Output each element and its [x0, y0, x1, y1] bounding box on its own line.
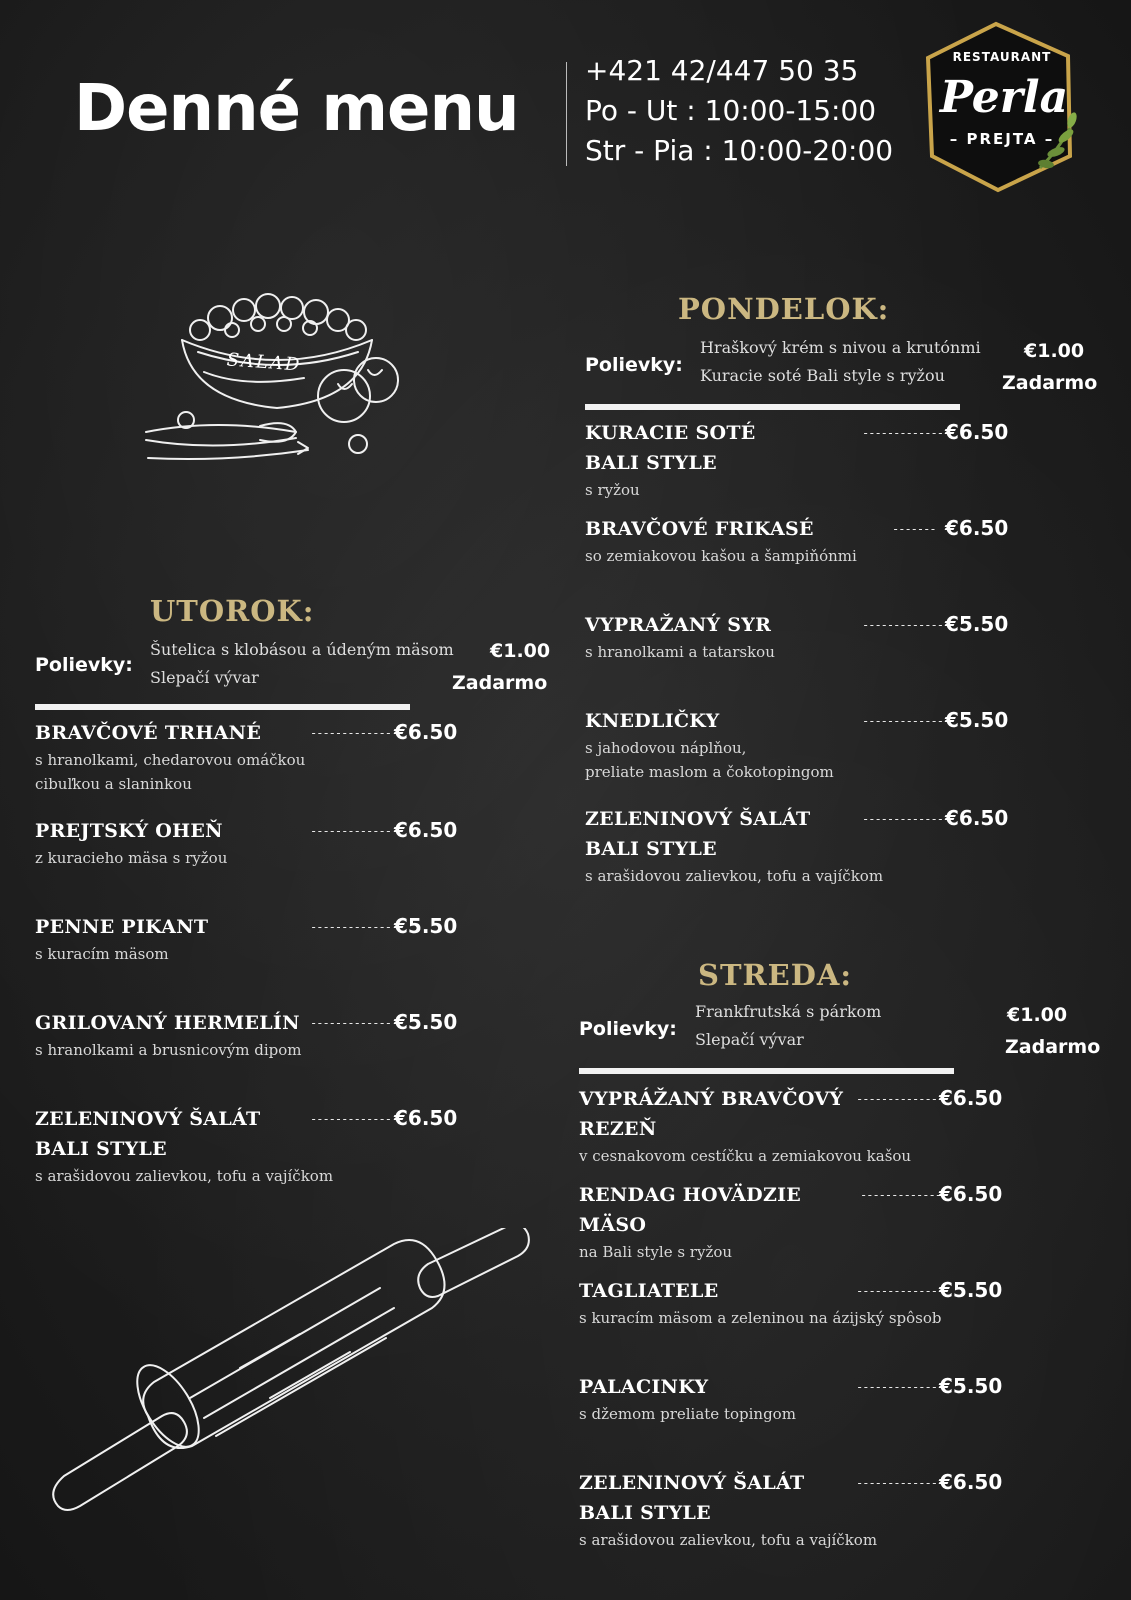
soup-monday-2: Kuracie soté Bali style s ryžou — [700, 366, 945, 385]
item-name: KURACIE SOTÉ — [585, 422, 756, 444]
price-leader: ------------- — [856, 1380, 937, 1394]
menu-item — [35, 1104, 333, 1188]
page-title: Denné menu — [74, 72, 519, 146]
item-name: TAGLIATELE — [579, 1280, 719, 1302]
price-leader: ------------- — [310, 1016, 391, 1030]
hours-wed-fri: Str - Pia : 10:00-20:00 — [585, 134, 894, 167]
menu-item — [579, 1372, 796, 1426]
item-name-line2: MÄSO — [579, 1214, 647, 1236]
menu-item — [585, 804, 883, 888]
salad-label: SALAD — [225, 349, 303, 376]
item-name-line2: BALI STYLE — [579, 1502, 711, 1524]
logo-top-text: RESTAURANT — [952, 50, 1052, 64]
rolling-pin-illustration — [40, 1228, 530, 1518]
item-name-line2: REZEŇ — [579, 1118, 657, 1140]
item-price: €6.50 — [394, 720, 458, 744]
salad-illustration — [140, 292, 420, 482]
price-leader: ------- — [892, 522, 936, 536]
soup-price-monday-2: Zadarmo — [1002, 372, 1098, 394]
item-description: s hranolkami a brusnicovým dipom — [35, 1041, 302, 1059]
soup-monday-1: Hraškový krém s nivou a krutónmi — [700, 338, 981, 357]
section-rule — [585, 404, 960, 410]
logo-bottom-label: PREJTA — [966, 130, 1038, 148]
day-heading-tuesday: UTOROK: — [150, 594, 315, 628]
salad-bowl-icon — [140, 292, 420, 482]
item-name: PALACINKY — [579, 1376, 709, 1398]
price-leader: ------------- — [310, 726, 391, 740]
price-leader: ------------- — [310, 824, 391, 838]
item-price: €5.50 — [394, 1010, 458, 1034]
price-leader: ------------- — [862, 812, 943, 826]
item-description: s arašidovou zalievkou, tofu a vajíčkom — [585, 867, 884, 885]
section-rule — [579, 1068, 954, 1074]
section-rule — [35, 704, 410, 710]
item-price: €5.50 — [394, 914, 458, 938]
rolling-pin-icon — [40, 1228, 530, 1518]
soup-price-tuesday-2: Zadarmo — [452, 672, 548, 694]
item-description: v cesnakovom cestíčku a zemiakovou kašou — [579, 1147, 912, 1165]
hours-mon-tue: Po - Ut : 10:00-15:00 — [585, 94, 877, 127]
menu-item — [35, 718, 305, 796]
item-name-line2: BALI STYLE — [585, 452, 717, 474]
soups-label-monday: Polievky: — [585, 354, 683, 376]
item-price: €6.50 — [939, 1182, 1003, 1206]
menu-item — [35, 1008, 301, 1062]
item-description-line2: cibuľkou a slaninkou — [35, 775, 192, 793]
item-price: €6.50 — [945, 516, 1009, 540]
restaurant-logo — [920, 18, 1090, 196]
day-heading-wednesday: STREDA: — [698, 958, 853, 992]
item-description: z kuracieho mäsa s ryžou — [35, 849, 228, 867]
item-price: €6.50 — [394, 818, 458, 842]
item-description-line2: preliate maslom a čokotopingom — [585, 763, 834, 781]
item-price: €6.50 — [945, 806, 1009, 830]
item-name: ZELENINOVÝ ŠALÁT — [35, 1108, 261, 1130]
item-name: ZELENINOVÝ ŠALÁT — [585, 808, 811, 830]
price-leader: ------------- — [856, 1284, 937, 1298]
item-description: na Bali style s ryžou — [579, 1243, 733, 1261]
item-price: €6.50 — [939, 1086, 1003, 1110]
item-price: €5.50 — [945, 708, 1009, 732]
price-leader: ------------- — [856, 1092, 937, 1106]
item-name: GRILOVANÝ HERMELÍN — [35, 1012, 300, 1034]
day-heading-monday: PONDELOK: — [678, 292, 890, 326]
soup-wednesday-1: Frankfrutská s párkom — [695, 1002, 882, 1021]
phone-number[interactable]: +421 42/447 50 35 — [585, 54, 859, 87]
menu-item — [585, 514, 857, 568]
item-name-line2: BALI STYLE — [35, 1138, 167, 1160]
soup-price-tuesday-1: €1.00 — [490, 640, 551, 662]
logo-name: Perla — [939, 72, 1069, 123]
menu-item — [585, 610, 775, 664]
item-description: s hranolkami a tatarskou — [585, 643, 775, 661]
item-name: VYPRÁŽANÝ BRAVČOVÝ — [579, 1088, 844, 1110]
menu-item — [585, 706, 834, 784]
price-leader: ------------- — [860, 1188, 941, 1202]
item-description: s kuracím mäsom a zeleninou na ázijský spôsob — [579, 1309, 942, 1327]
price-leader: ------------- — [856, 1476, 937, 1490]
menu-item — [579, 1468, 877, 1552]
item-name: BRAVČOVÉ TRHANÉ — [35, 722, 262, 744]
price-leader: ------------- — [862, 426, 943, 440]
item-description: s arašidovou zalievkou, tofu a vajíčkom — [35, 1167, 334, 1185]
soups-label-wednesday: Polievky: — [579, 1018, 677, 1040]
soup-price-wednesday-1: €1.00 — [1007, 1004, 1068, 1026]
soup-price-monday-1: €1.00 — [1024, 340, 1085, 362]
item-name: VYPRAŽANÝ SYR — [585, 614, 772, 636]
menu-item — [585, 418, 756, 502]
logo-bottom-text: – PREJTA – — [949, 130, 1055, 148]
item-name: KNEDLIČKY — [585, 710, 720, 732]
item-description: s kuracím mäsom — [35, 945, 169, 963]
item-description: s džemom preliate topingom — [579, 1405, 796, 1423]
item-description: s arašidovou zalievkou, tofu a vajíčkom — [579, 1531, 878, 1549]
menu-item — [579, 1180, 801, 1264]
item-name-line2: BALI STYLE — [585, 838, 717, 860]
item-name: BRAVČOVÉ FRIKASÉ — [585, 518, 814, 540]
item-price: €6.50 — [939, 1470, 1003, 1494]
item-price: €6.50 — [945, 420, 1009, 444]
item-description: s ryžou — [585, 481, 640, 499]
item-description: s hranolkami, chedarovou omáčkou — [35, 751, 306, 769]
price-leader: ------------- — [310, 1112, 391, 1126]
price-leader: ------------- — [862, 618, 943, 632]
soup-tuesday-2: Slepačí vývar — [150, 668, 259, 687]
price-leader: ------------- — [862, 714, 943, 728]
soup-price-wednesday-2: Zadarmo — [1005, 1036, 1101, 1058]
soup-tuesday-1: Šutelica s klobásou a údeným mäsom — [150, 640, 454, 659]
price-leader: ------------- — [310, 920, 391, 934]
soups-label-tuesday: Polievky: — [35, 654, 133, 676]
item-price: €5.50 — [939, 1374, 1003, 1398]
item-name: PENNE PIKANT — [35, 916, 209, 938]
item-name: ZELENINOVÝ ŠALÁT — [579, 1472, 805, 1494]
item-price: €5.50 — [939, 1278, 1003, 1302]
item-description: s jahodovou náplňou, — [585, 739, 747, 757]
soup-wednesday-2: Slepačí vývar — [695, 1030, 804, 1049]
menu-item — [35, 816, 227, 870]
item-name: RENDAG HOVÄDZIE — [579, 1184, 802, 1206]
item-name: PREJTSKÝ OHEŇ — [35, 820, 223, 842]
item-price: €6.50 — [394, 1106, 458, 1130]
menu-item — [35, 912, 208, 966]
header-divider — [566, 62, 567, 166]
item-price: €5.50 — [945, 612, 1009, 636]
item-description: so zemiakovou kašou a šampiňónmi — [585, 547, 857, 565]
